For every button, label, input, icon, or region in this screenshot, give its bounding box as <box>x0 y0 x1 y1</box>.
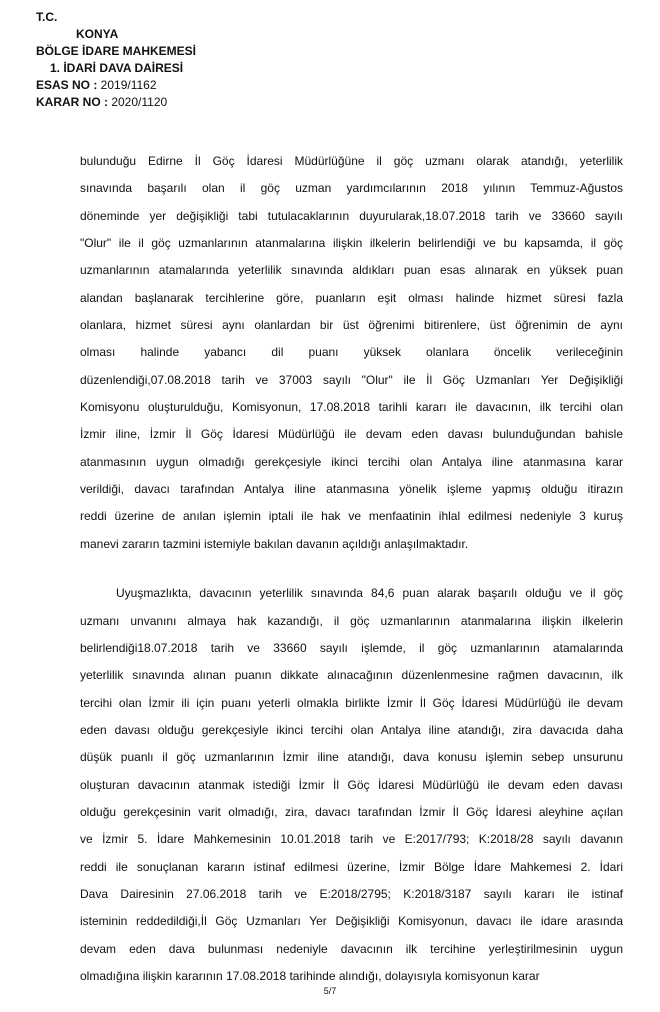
text-line: Komisyonu oluşturulduğu, Komisyonun, 17.08.2018 tarihli kararı ile davacının, ilk tercihi olan <box>80 400 623 415</box>
text-line: olduğu gerekçesinin varit olmadığı, zira, davacı tarafından İzmir İl Göç İdaresi aleyhine açılan <box>80 804 623 819</box>
text-line: bulunduğu Edirne İl Göç İdaresi Müdürlüğüne il göç uzmanı olarak atandığı, yeterlilik <box>80 154 623 168</box>
text-line: ve İzmir 5. İdare Mahkemesinin 10.01.2018 tarih ve E:2017/793; K:2018/28 sayılı davanın <box>80 832 623 847</box>
text-line: düzenlendiği,07.08.2018 tarih ve 37003 sayılı "Olur" ile İl Göç Uzmanları Yer Değişikliği <box>80 372 623 387</box>
text-line: eden davası olduğu gerekçesiyle ikinci tercihi olan Antalya iline atandığı, zira davacıda daha <box>80 722 623 737</box>
document-header <box>36 9 196 111</box>
header-city: KONYA <box>76 27 119 41</box>
document-body <box>80 148 623 990</box>
text-line: uzmanı unvanını almaya hak kazandığı, il göç uzmanlarının atanmalarına ilişkin ilkelerin <box>80 613 623 628</box>
text-line: yeterlilik sınavında alınan puanın dikkate alınacağının düzenlenmesine rağmen davacının, ilk <box>80 668 623 683</box>
text-line: isteminin reddedildiği,İl Göç Uzmanları Yer Değişikliği Komisyonun, davacı ile idare arasında <box>80 914 623 929</box>
text-line: verildiği, davacı tarafından Antalya iline atanmasına yönelik işleme yapmış olduğu itirazın <box>80 482 623 497</box>
text-line: Uyuşmazlıkta, davacının yeterlilik sınavında 84,6 puan alarak başarılı olduğu ve il göç <box>116 586 623 601</box>
text-line: "Olur" ile il göç uzmanlarının atanmalarına ilişkin ilkelerin belirlendiği ve bu kapsamda, il göç <box>80 236 623 251</box>
text-line: belirlendiği18.07.2018 tarih ve 33660 sayılı işlemde, il göç uzmanlarının atamalarında <box>80 640 623 655</box>
text-line: düşük puanlı il göç uzmanlarının İzmir iline atandığı, dava konusu işlemin sebep unsurunu <box>80 750 623 765</box>
text-line: uzmanlarının atamalarında yeterlilik sınavında aldıkları puan esas alınarak en yüksek puan <box>80 263 623 278</box>
text-line: atanmasının uygun olmadığı gerekçesiyle ikinci tercihi olan Antalya iline atanmasına karar <box>80 454 623 469</box>
text-line: reddi ile sonuçlanan kararın istinaf edilmesi üzerine, İzmir Bölge İdare Mahkemesi 2. İdari <box>80 859 623 874</box>
text-line: sınavında başarılı olan il göç uzman yardımcılarının 2018 yılının Temmuz-Ağustos <box>80 181 623 196</box>
text-line: İzmir iline, İzmir İl Göç İdaresi Müdürlüğü ile devam eden davası bulunduğundan bahisle <box>80 427 623 442</box>
text-line: olması halinde yabancı dil puanı yüksek olanlara öncelik verileceğinin <box>80 345 623 360</box>
text-line: manevi zararın tazmini istemiyle bakılan davanın açıldığı anlaşılmaktadır. <box>80 536 469 551</box>
karar-label: KARAR NO : <box>36 95 108 109</box>
text-line: oluşturan davacının atanmak istediği İzmir İl Göç İdaresi Müdürlüğü ile devam eden davası <box>80 777 623 792</box>
paragraph <box>80 148 623 558</box>
karar-value: 2020/1120 <box>108 95 168 109</box>
text-line: devam eden dava bulunması nedeniyle davacının ilk tercihine yerleştirilmesinin uygun <box>80 941 623 956</box>
esas-label: ESAS NO : <box>36 78 98 92</box>
esas-row <box>36 77 196 94</box>
text-line: reddi üzerine de anılan işlemin iptali ile hak ve menfaatinin ihlal edilmesi nedeniyle 3 kuruş <box>80 509 623 524</box>
text-line: tercihi olan İzmir ili için puanı yeterli olmakla birlikte İzmir İl Göç İdaresi Müdürlüğü ile devam <box>80 695 623 710</box>
esas-value: 2019/1162 <box>97 78 157 92</box>
page-number: 5/7 <box>323 986 337 996</box>
text-line: Dava Dairesinin 27.06.2018 tarih ve E:2018/2795; K:2018/3187 sayılı kararı ile istinaf <box>80 886 623 901</box>
paragraph <box>80 580 623 990</box>
paragraph-gap <box>80 558 623 580</box>
text-line: olmadığına ilişkin kararının 17.08.2018 tarihinde alındığı, dolayısıyla komisyonun karar <box>80 968 540 983</box>
header-tc: T.C. <box>36 10 58 24</box>
header-chamber: 1. İDARİ DAVA DAİRESİ <box>50 61 184 75</box>
header-court: BÖLGE İDARE MAHKEMESİ <box>36 44 197 58</box>
text-line: alandan başlanarak tercihlerine göre, puanların eşit olması halinde hizmet süresi fazla <box>80 290 623 305</box>
karar-row <box>36 94 196 111</box>
text-line: döneminde yer değişikliği tabi tutulacaklarının duyurularak,18.07.2018 tarih ve 33660 sayılı <box>80 208 623 223</box>
text-line: olanlara, hizmet süresi aynı olanlardan bir üst öğrenimi bitirenlere, üst öğrenimin de aynı <box>80 318 623 333</box>
